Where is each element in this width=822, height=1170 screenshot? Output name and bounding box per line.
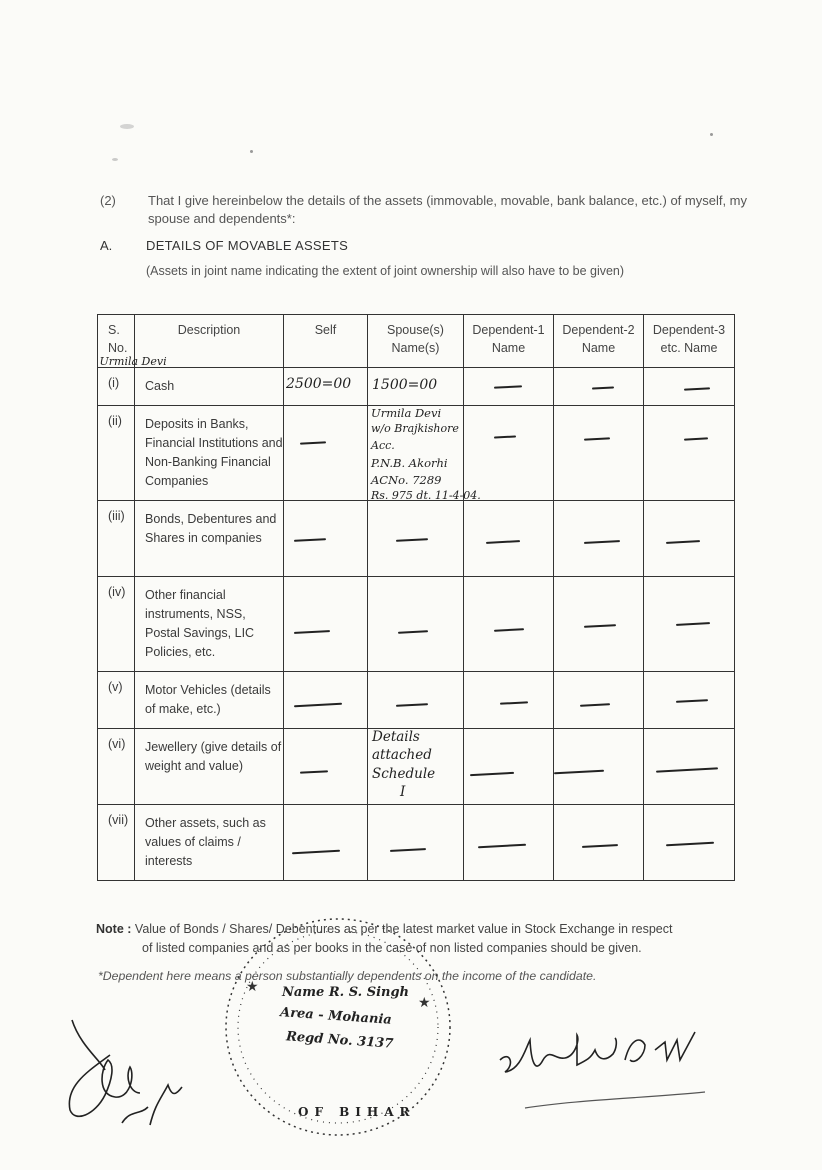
row-description: Other assets, such as values of claims / interests xyxy=(135,805,284,881)
header-dependent-2: Dependent-2 Name xyxy=(554,315,644,368)
row-description: Deposits in Banks, Financial Institutions and Non-Banking Financial Companies xyxy=(135,406,284,501)
dependent-footnote: *Dependent here means a person substantially dependents on the income of the candidate. xyxy=(98,969,597,983)
table-row xyxy=(98,577,735,672)
table-header-row xyxy=(98,315,735,368)
bank-detail-line: Rs. 975 dt. 11-4-04. xyxy=(371,489,481,502)
dependent-3-cell xyxy=(644,368,735,406)
note-text-1: Value of Bonds / Shares/ Debentures as per the latest market value in Stock Exchange in respect xyxy=(134,922,673,936)
bank-detail-line: P.N.B. Akorhi xyxy=(371,456,448,470)
bank-detail-line: Acc. xyxy=(371,439,395,452)
self-cash-value: 2500=00 xyxy=(286,376,352,392)
nil-dash xyxy=(656,767,718,772)
header-spouse-label: Spouse(s) Name(s) xyxy=(387,323,444,355)
notary-stamp xyxy=(218,915,458,1145)
table-row xyxy=(98,805,735,881)
dependent-1-cell xyxy=(464,406,554,501)
spouse-cell xyxy=(368,672,464,729)
bank-detail-line: Urmila Devi xyxy=(371,406,442,420)
nil-dash xyxy=(554,770,604,774)
spouse-cell xyxy=(368,729,464,805)
dependent-3-cell xyxy=(644,501,735,577)
bank-detail-line: w/o Brajkishore xyxy=(371,422,459,435)
dependent-3-cell xyxy=(644,672,735,729)
row-sno: (iii) xyxy=(98,501,135,577)
dependent-2-cell xyxy=(554,368,644,406)
nil-dash xyxy=(580,703,610,706)
spouse-cash-value: 1500=00 xyxy=(372,377,438,393)
nil-dash xyxy=(494,385,522,388)
scan-speck xyxy=(710,133,713,136)
dependent-2-cell xyxy=(554,729,644,805)
nil-dash xyxy=(684,437,708,440)
header-self: Self xyxy=(284,315,368,368)
self-cell xyxy=(284,406,368,501)
nil-dash xyxy=(294,703,342,707)
self-cell xyxy=(284,805,368,881)
nil-dash xyxy=(396,703,428,706)
dependent-1-cell xyxy=(464,501,554,577)
nil-dash xyxy=(396,538,428,541)
dependent-2-cell xyxy=(554,805,644,881)
row-description: Jewellery (give details of weight and value) xyxy=(135,729,284,805)
nil-dash xyxy=(592,386,614,389)
self-cell xyxy=(284,368,368,406)
stamp-regd: Regd No. 3137 xyxy=(285,1029,394,1052)
stamp-area: Area - Mohania xyxy=(279,1005,393,1028)
nil-dash xyxy=(666,842,714,846)
nil-dash xyxy=(390,848,426,851)
dependent-3-cell xyxy=(644,577,735,672)
nil-dash xyxy=(500,701,528,704)
table-row xyxy=(98,729,735,805)
dependent-3-cell xyxy=(644,805,735,881)
nil-dash xyxy=(294,538,326,541)
row-sno: (vii) xyxy=(98,805,135,881)
scan-speck xyxy=(250,150,253,153)
jewellery-detail-line: Schedule xyxy=(372,766,436,782)
row-description: Cash xyxy=(135,368,284,406)
svg-text:★: ★ xyxy=(418,995,431,1011)
dependent-2-cell xyxy=(554,501,644,577)
spouse-cell xyxy=(368,805,464,881)
nil-dash xyxy=(294,630,330,633)
row-description: Motor Vehicles (details of make, etc.) xyxy=(135,672,284,729)
nil-dash xyxy=(300,441,326,444)
self-cell xyxy=(284,729,368,805)
note-line-2: of listed companies and as per books in the case of non listed companies should be given. xyxy=(142,941,642,955)
svg-text:★: ★ xyxy=(246,979,259,995)
self-cell xyxy=(284,577,368,672)
table-row xyxy=(98,672,735,729)
spouse-cell xyxy=(368,501,464,577)
nil-dash xyxy=(676,622,710,625)
row-sno: (i) xyxy=(98,368,135,406)
nil-dash xyxy=(300,770,328,773)
table-row xyxy=(98,501,735,577)
header-sno: S. No. xyxy=(98,315,135,368)
jewellery-detail-line: attached xyxy=(372,747,432,763)
spouse-cell xyxy=(368,577,464,672)
row-sno: (iv) xyxy=(98,577,135,672)
dependent-2-cell xyxy=(554,577,644,672)
nil-dash xyxy=(292,850,340,854)
jewellery-detail-line: I xyxy=(400,784,406,800)
nil-dash xyxy=(582,844,618,847)
dependent-1-cell xyxy=(464,805,554,881)
jewellery-detail-line: Details xyxy=(372,729,420,745)
nil-dash xyxy=(494,628,524,631)
dependent-1-cell xyxy=(464,368,554,406)
spouse-cell xyxy=(368,368,464,406)
table-row xyxy=(98,368,735,406)
scan-speck xyxy=(120,124,134,129)
row-sno: (ii) xyxy=(98,406,135,501)
dependent-3-cell xyxy=(644,729,735,805)
signature-icon xyxy=(495,1020,725,1110)
spouse-name-handwritten: Urmila Devi xyxy=(99,354,167,368)
section-title: DETAILS OF MOVABLE ASSETS xyxy=(146,238,349,253)
nil-dash xyxy=(666,540,700,543)
intro-number: (2) xyxy=(100,193,116,208)
spouse-cell xyxy=(368,406,481,502)
row-sno: (vi) xyxy=(98,729,135,805)
dependent-2-cell xyxy=(554,406,644,501)
signature-icon xyxy=(60,1015,190,1130)
nil-dash xyxy=(494,435,516,438)
self-cell xyxy=(284,672,368,729)
bank-detail-line: ACNo. 7289 xyxy=(371,473,442,487)
header-description: Description xyxy=(135,315,284,368)
intro-text: That I give hereinbelow the details of the assets (immovable, movable, bank balance, etc.) of myself, my spouse and dependents*: xyxy=(148,193,748,226)
self-cell xyxy=(284,501,368,577)
row-sno: (v) xyxy=(98,672,135,729)
dependent-1-cell xyxy=(464,729,554,805)
nil-dash xyxy=(676,699,708,702)
section-letter: A. xyxy=(100,238,113,253)
row-description: Other financial instruments, NSS, Postal Savings, LIC Policies, etc. xyxy=(135,577,284,672)
header-dependent-3: Dependent-3 etc. Name xyxy=(644,315,735,368)
header-dependent-1: Dependent-1 Name xyxy=(464,315,554,368)
nil-dash xyxy=(478,844,526,848)
nil-dash xyxy=(684,387,710,390)
note-label: Note : xyxy=(96,922,132,936)
table-row xyxy=(98,406,735,501)
dependent-3-cell xyxy=(644,406,735,501)
nil-dash xyxy=(584,437,610,440)
nil-dash xyxy=(470,772,514,776)
nil-dash xyxy=(398,630,428,633)
scan-speck xyxy=(112,158,118,161)
dependent-1-cell xyxy=(464,577,554,672)
stamp-name: Name R. S. Singh xyxy=(282,985,410,1000)
dependent-2-cell xyxy=(554,672,644,729)
nil-dash xyxy=(486,540,520,543)
nil-dash xyxy=(584,540,620,543)
stamp-ring-text: OF BIHAR xyxy=(298,1105,416,1119)
row-description: Bonds, Debentures and Shares in companies xyxy=(135,501,284,577)
dependent-1-cell xyxy=(464,672,554,729)
section-subtitle: (Assets in joint name indicating the extent of joint ownership will also have to be given) xyxy=(146,264,625,278)
nil-dash xyxy=(584,624,616,627)
movable-assets-table xyxy=(97,314,735,881)
